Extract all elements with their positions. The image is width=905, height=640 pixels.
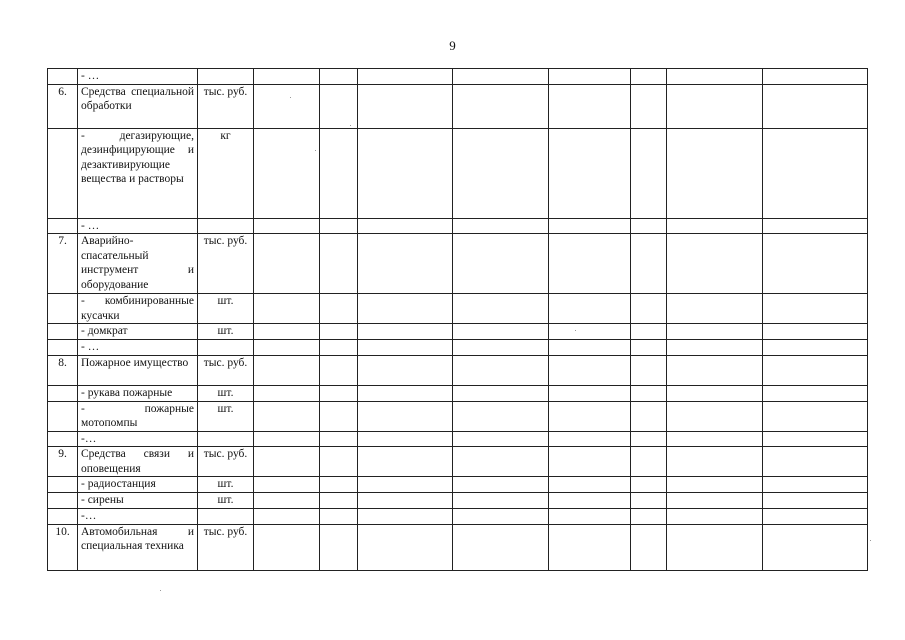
- empty-cell: [254, 355, 320, 385]
- row-number-cell: [48, 69, 78, 85]
- empty-cell: [763, 524, 868, 570]
- unit-cell: кг: [198, 128, 254, 218]
- unit-cell: шт.: [198, 477, 254, 493]
- row-number-cell: [48, 324, 78, 340]
- item-name-cell: Пожарное имущество: [78, 355, 198, 385]
- empty-cell: [667, 493, 763, 509]
- empty-cell: [358, 431, 453, 447]
- empty-cell: [320, 493, 358, 509]
- empty-cell: [320, 128, 358, 218]
- empty-cell: [320, 477, 358, 493]
- table-row: [48, 431, 868, 447]
- empty-cell: [358, 524, 453, 570]
- empty-cell: [453, 69, 549, 85]
- empty-cell: [763, 493, 868, 509]
- empty-cell: [763, 84, 868, 128]
- table-row: [48, 218, 868, 234]
- empty-cell: [453, 340, 549, 356]
- empty-cell: [320, 524, 358, 570]
- item-name-cell: Средства специальной обработки: [78, 84, 198, 128]
- item-name-cell: -…: [78, 431, 198, 447]
- unit-cell: [198, 218, 254, 234]
- item-name-cell: - …: [78, 340, 198, 356]
- empty-cell: [667, 218, 763, 234]
- table-body: [48, 69, 868, 571]
- empty-cell: [254, 447, 320, 477]
- empty-cell: [320, 84, 358, 128]
- empty-cell: [667, 340, 763, 356]
- empty-cell: [358, 84, 453, 128]
- empty-cell: [631, 509, 667, 525]
- empty-cell: [254, 218, 320, 234]
- empty-cell: [549, 355, 631, 385]
- empty-cell: [549, 477, 631, 493]
- empty-cell: [667, 447, 763, 477]
- empty-cell: [453, 355, 549, 385]
- empty-cell: [453, 294, 549, 324]
- empty-cell: [358, 340, 453, 356]
- item-name-cell: - сирены: [78, 493, 198, 509]
- row-number-cell: [48, 340, 78, 356]
- empty-cell: [453, 218, 549, 234]
- empty-cell: [320, 218, 358, 234]
- table-row: [48, 355, 868, 385]
- row-number-cell: 6.: [48, 84, 78, 128]
- item-name-cell: - радиостанция: [78, 477, 198, 493]
- empty-cell: [549, 447, 631, 477]
- table-row: [48, 234, 868, 294]
- page-number: 9: [449, 38, 456, 53]
- empty-cell: [763, 431, 868, 447]
- empty-cell: [631, 128, 667, 218]
- empty-cell: [763, 340, 868, 356]
- empty-cell: [667, 324, 763, 340]
- empty-cell: [320, 355, 358, 385]
- table-row: [48, 401, 868, 431]
- scan-speck: [575, 330, 576, 331]
- item-name-cell: Автомобильная и специальная техника: [78, 524, 198, 570]
- row-number-cell: [48, 509, 78, 525]
- row-number-cell: [48, 477, 78, 493]
- empty-cell: [667, 477, 763, 493]
- empty-cell: [358, 493, 453, 509]
- empty-cell: [453, 493, 549, 509]
- unit-cell: [198, 509, 254, 525]
- empty-cell: [358, 234, 453, 294]
- empty-cell: [631, 477, 667, 493]
- empty-cell: [667, 355, 763, 385]
- empty-cell: [254, 385, 320, 401]
- scan-speck: [315, 150, 316, 151]
- table-row: [48, 385, 868, 401]
- unit-cell: тыс. руб.: [198, 355, 254, 385]
- item-name-cell: - …: [78, 218, 198, 234]
- unit-cell: шт.: [198, 294, 254, 324]
- empty-cell: [358, 69, 453, 85]
- scan-speck: [350, 125, 351, 126]
- empty-cell: [631, 324, 667, 340]
- empty-cell: [320, 385, 358, 401]
- item-name-cell: -…: [78, 509, 198, 525]
- scan-speck: [290, 97, 291, 98]
- empty-cell: [549, 324, 631, 340]
- empty-cell: [667, 84, 763, 128]
- unit-cell: тыс. руб.: [198, 234, 254, 294]
- empty-cell: [549, 84, 631, 128]
- empty-cell: [549, 493, 631, 509]
- empty-cell: [631, 294, 667, 324]
- unit-cell: тыс. руб.: [198, 447, 254, 477]
- table-row: [48, 84, 868, 128]
- empty-cell: [254, 84, 320, 128]
- empty-cell: [320, 234, 358, 294]
- empty-cell: [358, 294, 453, 324]
- empty-cell: [763, 294, 868, 324]
- empty-cell: [453, 477, 549, 493]
- empty-cell: [667, 431, 763, 447]
- unit-cell: [198, 340, 254, 356]
- empty-cell: [549, 218, 631, 234]
- empty-cell: [667, 69, 763, 85]
- empty-cell: [631, 431, 667, 447]
- scan-speck: [160, 590, 161, 591]
- item-name-cell: - пожарные мотопомпы: [78, 401, 198, 431]
- empty-cell: [320, 340, 358, 356]
- empty-cell: [631, 355, 667, 385]
- empty-cell: [453, 431, 549, 447]
- empty-cell: [763, 509, 868, 525]
- unit-cell: шт.: [198, 401, 254, 431]
- empty-cell: [631, 84, 667, 128]
- row-number-cell: [48, 218, 78, 234]
- empty-cell: [549, 128, 631, 218]
- empty-cell: [763, 69, 868, 85]
- empty-cell: [549, 431, 631, 447]
- table-row: [48, 324, 868, 340]
- empty-cell: [320, 431, 358, 447]
- empty-cell: [453, 84, 549, 128]
- table-row: [48, 477, 868, 493]
- unit-cell: тыс. руб.: [198, 84, 254, 128]
- empty-cell: [320, 401, 358, 431]
- unit-cell: шт.: [198, 324, 254, 340]
- empty-cell: [667, 385, 763, 401]
- item-name-cell: Аварийно-спасательный инструмент и оборудование: [78, 234, 198, 294]
- empty-cell: [549, 509, 631, 525]
- empty-cell: [631, 401, 667, 431]
- empty-cell: [763, 477, 868, 493]
- empty-cell: [320, 509, 358, 525]
- row-number-cell: [48, 493, 78, 509]
- unit-cell: шт.: [198, 385, 254, 401]
- item-name-cell: Средства связи и оповещения: [78, 447, 198, 477]
- empty-cell: [358, 355, 453, 385]
- empty-cell: [254, 69, 320, 85]
- empty-cell: [358, 401, 453, 431]
- empty-cell: [549, 294, 631, 324]
- empty-cell: [453, 385, 549, 401]
- row-number-cell: 10.: [48, 524, 78, 570]
- empty-cell: [549, 340, 631, 356]
- empty-cell: [320, 324, 358, 340]
- empty-cell: [667, 401, 763, 431]
- table-row: [48, 493, 868, 509]
- empty-cell: [254, 340, 320, 356]
- table-row: [48, 509, 868, 525]
- empty-cell: [667, 524, 763, 570]
- resource-table: [47, 68, 868, 571]
- empty-cell: [320, 447, 358, 477]
- empty-cell: [549, 524, 631, 570]
- empty-cell: [358, 218, 453, 234]
- item-name-cell: - дегазирующие, дезинфицирующие и дезактивирующие вещества и растворы: [78, 128, 198, 218]
- unit-cell: [198, 69, 254, 85]
- empty-cell: [667, 234, 763, 294]
- table-row: [48, 340, 868, 356]
- empty-cell: [763, 355, 868, 385]
- empty-cell: [631, 340, 667, 356]
- empty-cell: [254, 431, 320, 447]
- empty-cell: [254, 234, 320, 294]
- empty-cell: [320, 294, 358, 324]
- empty-cell: [254, 493, 320, 509]
- empty-cell: [631, 218, 667, 234]
- row-number-cell: [48, 294, 78, 324]
- empty-cell: [320, 69, 358, 85]
- empty-cell: [763, 128, 868, 218]
- empty-cell: [631, 493, 667, 509]
- row-number-cell: 7.: [48, 234, 78, 294]
- empty-cell: [549, 69, 631, 85]
- empty-cell: [254, 324, 320, 340]
- table-row: [48, 447, 868, 477]
- row-number-cell: [48, 431, 78, 447]
- empty-cell: [763, 401, 868, 431]
- item-name-cell: - рукава пожарные: [78, 385, 198, 401]
- empty-cell: [254, 524, 320, 570]
- item-name-cell: - домкрат: [78, 324, 198, 340]
- item-name-cell: - …: [78, 69, 198, 85]
- empty-cell: [631, 524, 667, 570]
- empty-cell: [358, 385, 453, 401]
- empty-cell: [549, 385, 631, 401]
- empty-cell: [358, 128, 453, 218]
- empty-cell: [631, 69, 667, 85]
- empty-cell: [254, 509, 320, 525]
- empty-cell: [763, 324, 868, 340]
- empty-cell: [763, 234, 868, 294]
- empty-cell: [631, 447, 667, 477]
- empty-cell: [453, 447, 549, 477]
- empty-cell: [254, 294, 320, 324]
- empty-cell: [667, 128, 763, 218]
- empty-cell: [667, 509, 763, 525]
- empty-cell: [358, 324, 453, 340]
- empty-cell: [254, 401, 320, 431]
- empty-cell: [254, 477, 320, 493]
- row-number-cell: 8.: [48, 355, 78, 385]
- scan-speck: [870, 540, 871, 541]
- item-name-cell: - комбинированные кусачки: [78, 294, 198, 324]
- empty-cell: [763, 447, 868, 477]
- empty-cell: [763, 385, 868, 401]
- empty-cell: [254, 128, 320, 218]
- empty-cell: [453, 509, 549, 525]
- empty-cell: [667, 294, 763, 324]
- row-number-cell: 9.: [48, 447, 78, 477]
- empty-cell: [453, 524, 549, 570]
- empty-cell: [453, 401, 549, 431]
- empty-cell: [453, 324, 549, 340]
- empty-cell: [549, 401, 631, 431]
- table-row: [48, 524, 868, 570]
- empty-cell: [453, 128, 549, 218]
- empty-cell: [358, 509, 453, 525]
- empty-cell: [358, 447, 453, 477]
- row-number-cell: [48, 128, 78, 218]
- table-row: [48, 294, 868, 324]
- unit-cell: шт.: [198, 493, 254, 509]
- empty-cell: [453, 234, 549, 294]
- empty-cell: [631, 234, 667, 294]
- table-row: [48, 69, 868, 85]
- empty-cell: [549, 234, 631, 294]
- empty-cell: [358, 477, 453, 493]
- row-number-cell: [48, 385, 78, 401]
- unit-cell: [198, 431, 254, 447]
- row-number-cell: [48, 401, 78, 431]
- empty-cell: [763, 218, 868, 234]
- unit-cell: тыс. руб.: [198, 524, 254, 570]
- empty-cell: [631, 385, 667, 401]
- table-row: [48, 128, 868, 218]
